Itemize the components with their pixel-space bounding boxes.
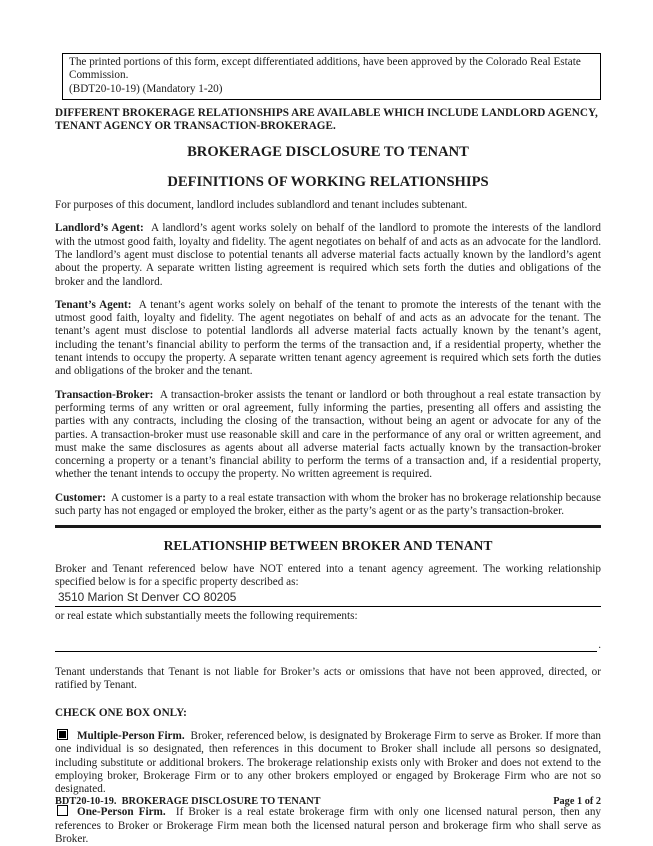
approval-line-2: (BDT20-10-19) (Mandatory 1-20) (69, 82, 223, 95)
relationship-section-title: RELATIONSHIP BETWEEN BROKER AND TENANT (163, 538, 493, 554)
definition-transaction-broker (55, 389, 601, 482)
checkbox-fill (59, 731, 65, 737)
footer-left (55, 795, 321, 808)
footer-page-number: Page 1 of 2 (553, 796, 601, 807)
definition-tenants-agent (55, 299, 601, 379)
option-multiple-person-firm (55, 729, 601, 796)
footer-form-code: BDT20-10-19. (55, 796, 117, 807)
definition-text: A customer is a party to a real estate transaction with whom the broker has no brokerage relationship because such party has not engaged or employed the broker, either as the party’s agent or as the party’s transaction-broker. (55, 491, 601, 518)
blank-line-period: . (598, 638, 601, 651)
option-text: If Broker is a real estate brokerage firm with only one licensed natural person, then any references to Broker or Brokerage Firm mean both the licensed natural person and brokerage firm who shall serve as Broker. (55, 806, 602, 846)
property-address-input[interactable]: 3510 Marion St Denver CO 80205 (55, 591, 601, 606)
check-one-box-heading: CHECK ONE BOX ONLY: (55, 706, 187, 719)
option-label: One-Person Firm. (77, 806, 166, 819)
requirements-input[interactable] (55, 639, 597, 652)
approval-line-1: The printed portions of this form, except differentiated additions, have been approved by the Colorado Real Estate Commission. (69, 56, 581, 82)
brokerage-relationships-notice: DIFFERENT BROKERAGE RELATIONSHIPS ARE AVAILABLE WHICH INCLUDE LANDLORD AGENCY, TENANT AGENCY OR TRANSACTION-BROKERAGE. (55, 106, 598, 133)
page-footer (55, 795, 601, 808)
definition-text: A landlord’s agent works solely on behalf of the landlord to promote the interests of the landlord with the utmost good faith, loyalty and fidelity. The agent negotiates on behalf of and acts as an advocate for the landlord. The landlord’s agent must disclose to potential tenants all adverse material facts actually known by the landlord’s agent about the property. A separate written listing agreement is required which sets forth the duties and obligations of the broker and the landlord. (55, 222, 601, 288)
definition-text: A transaction-broker assists the tenant or landlord or both throughout a real estate transaction by performing terms of any written or oral agreement, fully informing the parties, presenting all offers and assisting the parties with any contracts, including the closing of the transaction, without being an agent or advocate for any of the parties. A transaction-broker must use reasonable skill and care in the performance of any oral or written agreement, and must make the same disclosures as agents about all adverse material facts actually known by the transaction-broker concerning a property or a tenant’s financial ability to perform the terms of a transaction and, if a residential property, whether the tenant intends to occupy the property. No written agreement is required. (55, 388, 601, 481)
requirements-blank-row (55, 639, 601, 652)
option-label: Multiple-Person Firm. (77, 729, 185, 742)
definition-customer (55, 492, 601, 519)
definition-text: A tenant’s agent works solely on behalf of the tenant to promote the interests of the tenant with the utmost good faith, loyalty and fidelity. The agent negotiates on behalf of and acts as an advocate for the tenant. The tenant’s agent must disclose to potential landlords all adverse material facts actually known by the tenant’s agent, including the tenant’s financial ability to perform the terms of the transaction and, if a residential property, whether the tenant intends to occupy the property. A separate written tenant agency agreement is required which sets forth the duties and obligations of the broker and the tenant. (55, 298, 601, 378)
intro-paragraph: For purposes of this document, landlord includes sublandlord and tenant includes subtenant. (55, 199, 468, 212)
multiple-person-firm-checkbox[interactable] (57, 729, 68, 740)
alt-requirements-label: or real estate which substantially meets the following requirements: (55, 609, 358, 622)
definition-label: Transaction-Broker: (55, 388, 154, 401)
definition-label: Landlord’s Agent: (55, 222, 144, 235)
option-one-person-firm (55, 805, 601, 846)
definition-landlords-agent (55, 222, 601, 288)
approval-box (62, 53, 601, 100)
definitions-title: DEFINITIONS OF WORKING RELATIONSHIPS (167, 173, 489, 190)
document-title: BROKERAGE DISCLOSURE TO TENANT (187, 144, 469, 161)
section-divider (55, 525, 601, 528)
definition-label: Tenant’s Agent: (55, 298, 132, 311)
footer-form-title: BROKERAGE DISCLOSURE TO TENANT (121, 796, 321, 807)
option-text: Broker, referenced below, is designated by Brokerage Firm to serve as Broker. If more than one individual is so designated, then references in this document to Broker shall include all persons so designated, including substitute or additional brokers. The brokerage relationship exists only with Broker and does not extend to the employing broker, Brokerage Firm or to any other brokers employed or engaged by Brokerage Firm who are not so designated. (55, 729, 602, 796)
liability-paragraph: Tenant understands that Tenant is not liable for Broker’s acts or omissions that have not been approved, directed, or ratified by Tenant. (55, 666, 601, 692)
definition-label: Customer: (55, 491, 106, 504)
relationship-intro: Broker and Tenant referenced below have NOT entered into a tenant agency agreement. The working relationship specified below is for a specific property described as: (55, 562, 601, 588)
